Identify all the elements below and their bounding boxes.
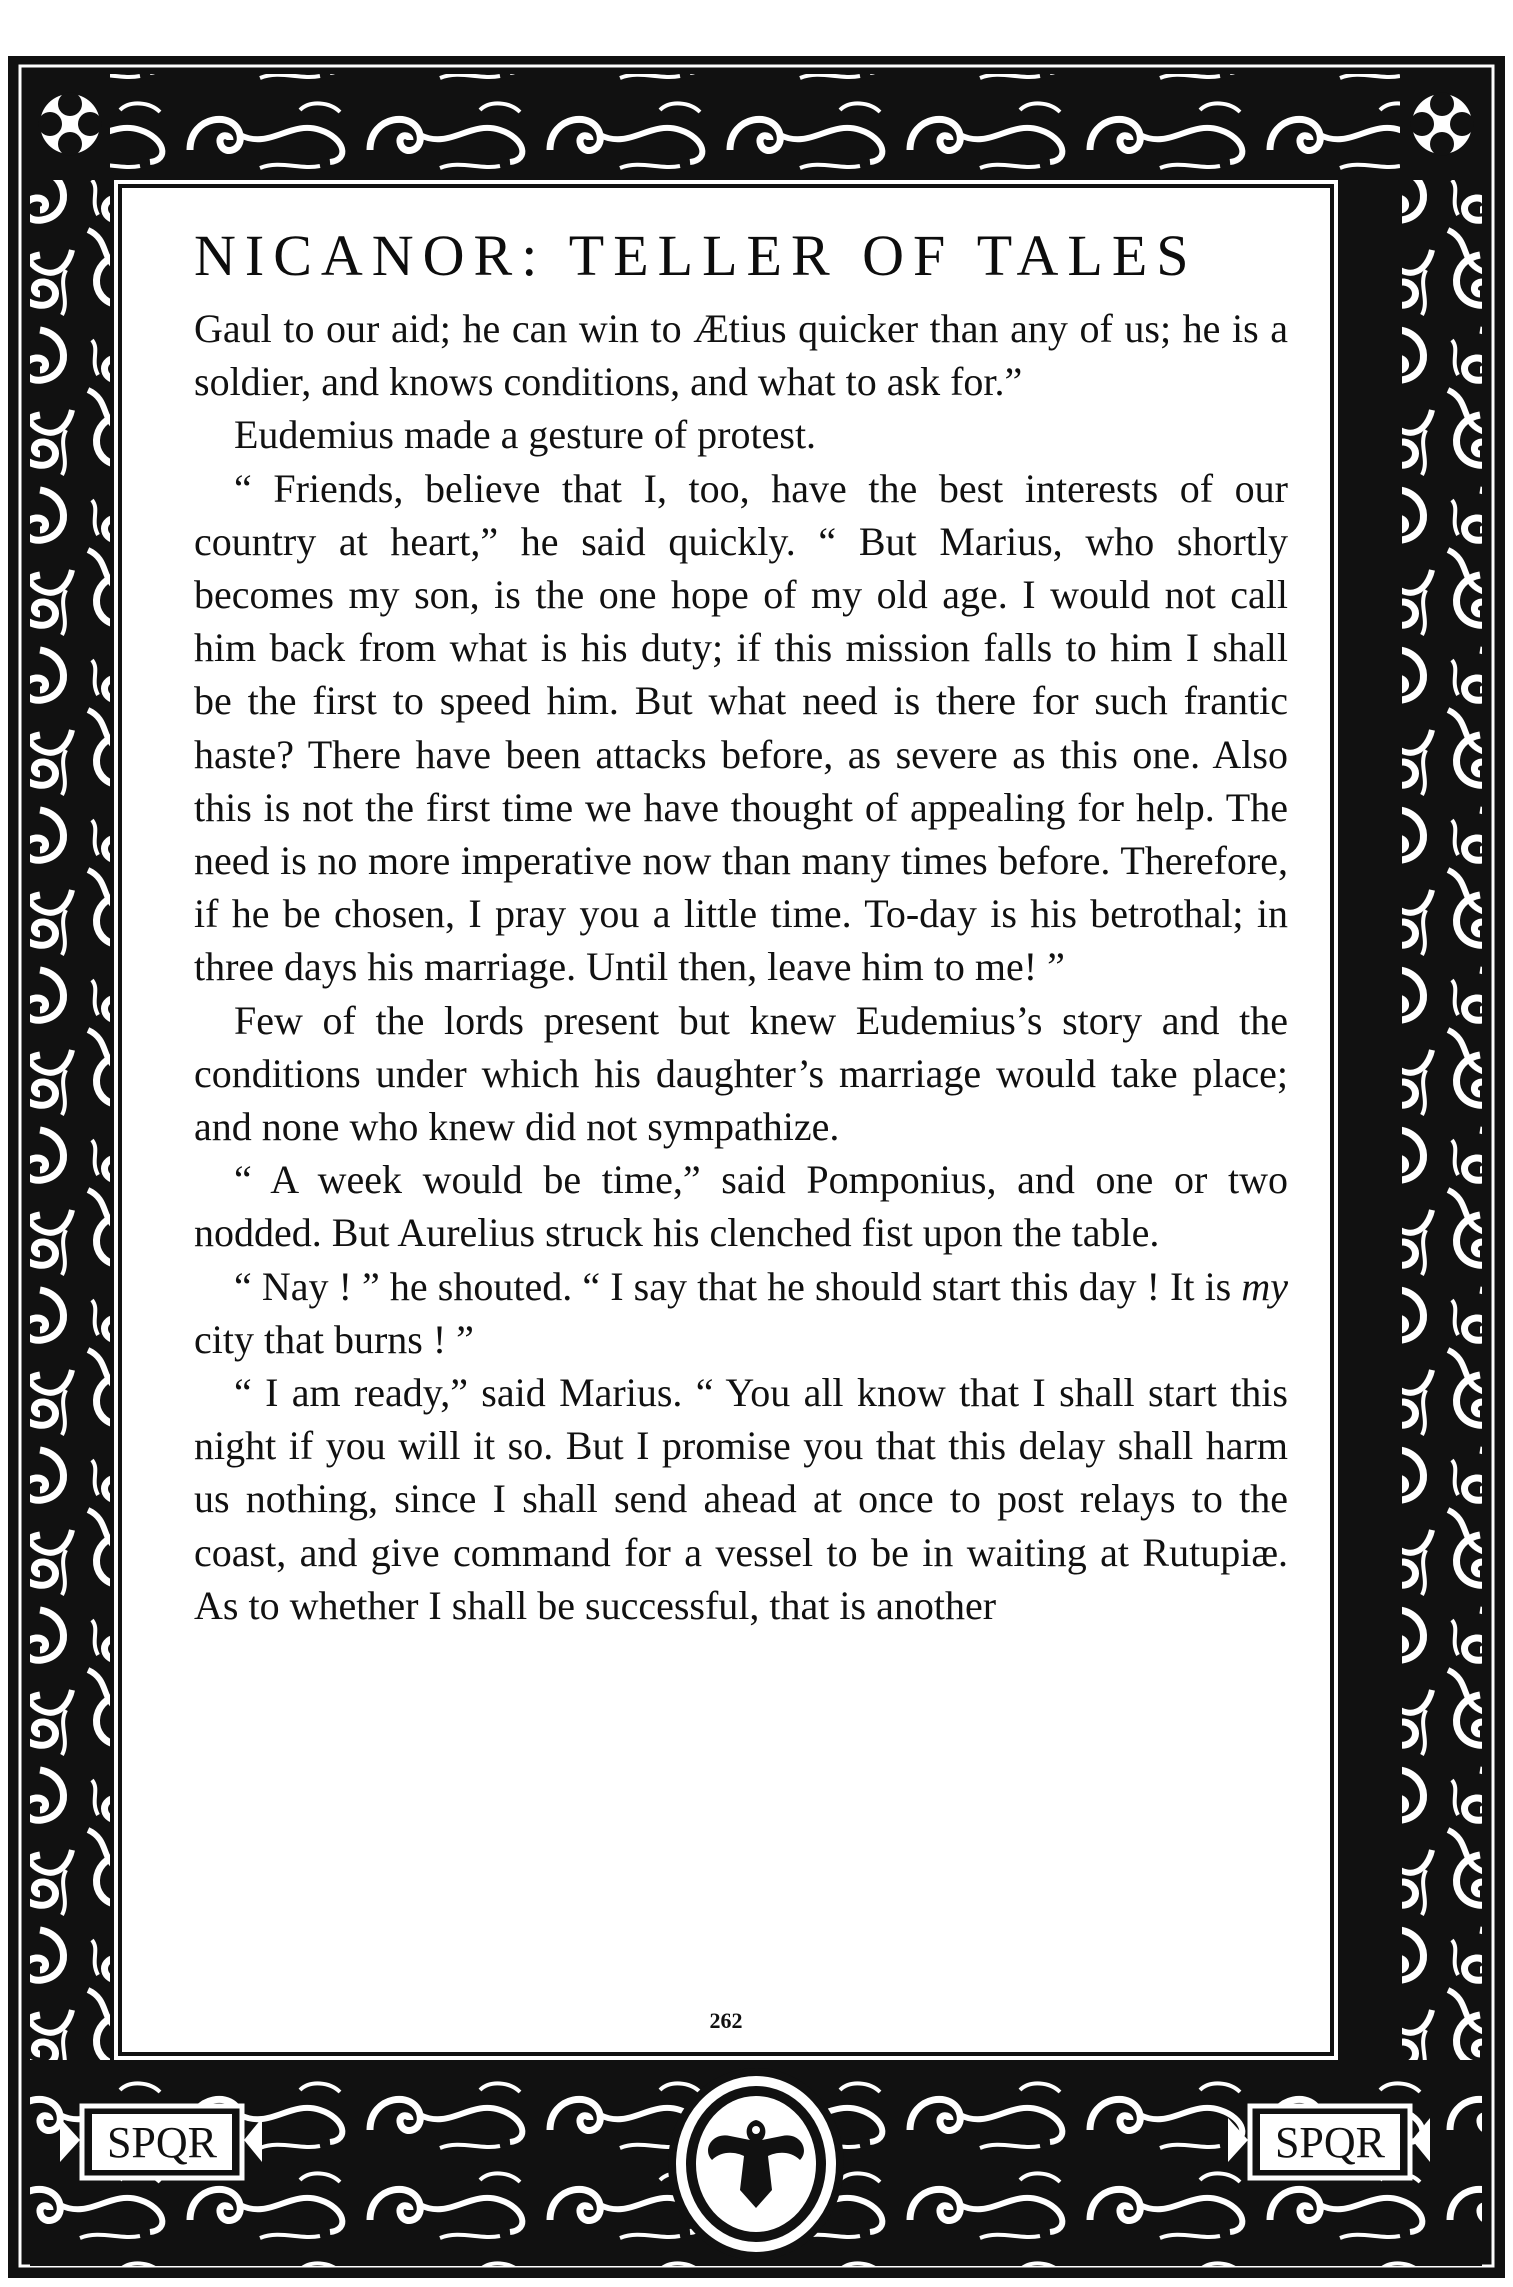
spqr-label-right: SPQR bbox=[1274, 2118, 1386, 2167]
paragraph-eudemius-speech: “ Friends, believe that I, too, have the best interests of our country at heart,” he said quickly. “ But Marius, who shortly becomes my son, is the one hope of my old age. I would not call him back from what is his duty; if this mission falls to him I shall be the first to speed him. But what need is there for such frantic haste? There have been attacks before, as severe as this one. Also this is not the first time we have thought of appealing for help. The need is no more imperative now than many times before. Therefore, if he be chosen, I pray you a little time. To-day is his betrothal; in three days his marriage. Until then, leave him to me! ” bbox=[194, 465, 1288, 990]
paragraph-aurelius-nay bbox=[194, 1260, 1288, 1366]
body-text bbox=[194, 302, 1288, 1632]
left-ornament-column bbox=[30, 180, 110, 2060]
paragraph-pomponius: “ A week would be time,” said Pomponius, and one or two nodded. But Aurelius struck his clenched fist upon the table. bbox=[194, 1157, 1288, 1256]
right-ornament-column bbox=[1402, 180, 1482, 2060]
nay-text-after: city that burns ! ” bbox=[194, 1316, 474, 1362]
spqr-tablet-right bbox=[1228, 2106, 1430, 2178]
top-ornament-band bbox=[110, 74, 1400, 174]
paragraph-eudemius-gesture: Eudemius made a gesture of protest. bbox=[234, 412, 817, 458]
running-title: NICANOR: TELLER OF TALES bbox=[194, 223, 1198, 288]
spqr-label-left: SPQR bbox=[106, 2118, 218, 2167]
paragraph-continued: Gaul to our aid; he can win to Ætius quicker than any of us; he is a soldier, and knows conditions, and what to ask for.” bbox=[194, 306, 1288, 405]
corner-rosette-top-right bbox=[1402, 74, 1482, 174]
spqr-tablet-left bbox=[60, 2106, 262, 2178]
eagle-medallion-icon bbox=[672, 2072, 840, 2256]
corner-rosette-top-left bbox=[30, 74, 110, 174]
paragraph-marius-ready: “ I am ready,” said Marius. “ You all know that I shall start this night if you will it so. But I promise you that this delay shall harm us nothing, since I shall send ahead at once to post relays to the coast, and give command for a vessel to be in waiting at Rutupiæ. As to whether I shall be successful, that is another bbox=[194, 1370, 1288, 1628]
text-panel bbox=[122, 188, 1330, 2052]
nay-text-before: “ Nay ! ” he shouted. “ I say that he should start this day ! It is bbox=[234, 1263, 1242, 1309]
paragraph-lords-sympathize: Few of the lords present but knew Eudemius’s story and the conditions under which his daughter’s marriage would take place; and none who knew did not sympathize. bbox=[194, 997, 1288, 1150]
page-number: 262 bbox=[709, 2008, 743, 2033]
emphasis-my: my bbox=[1241, 1263, 1288, 1309]
